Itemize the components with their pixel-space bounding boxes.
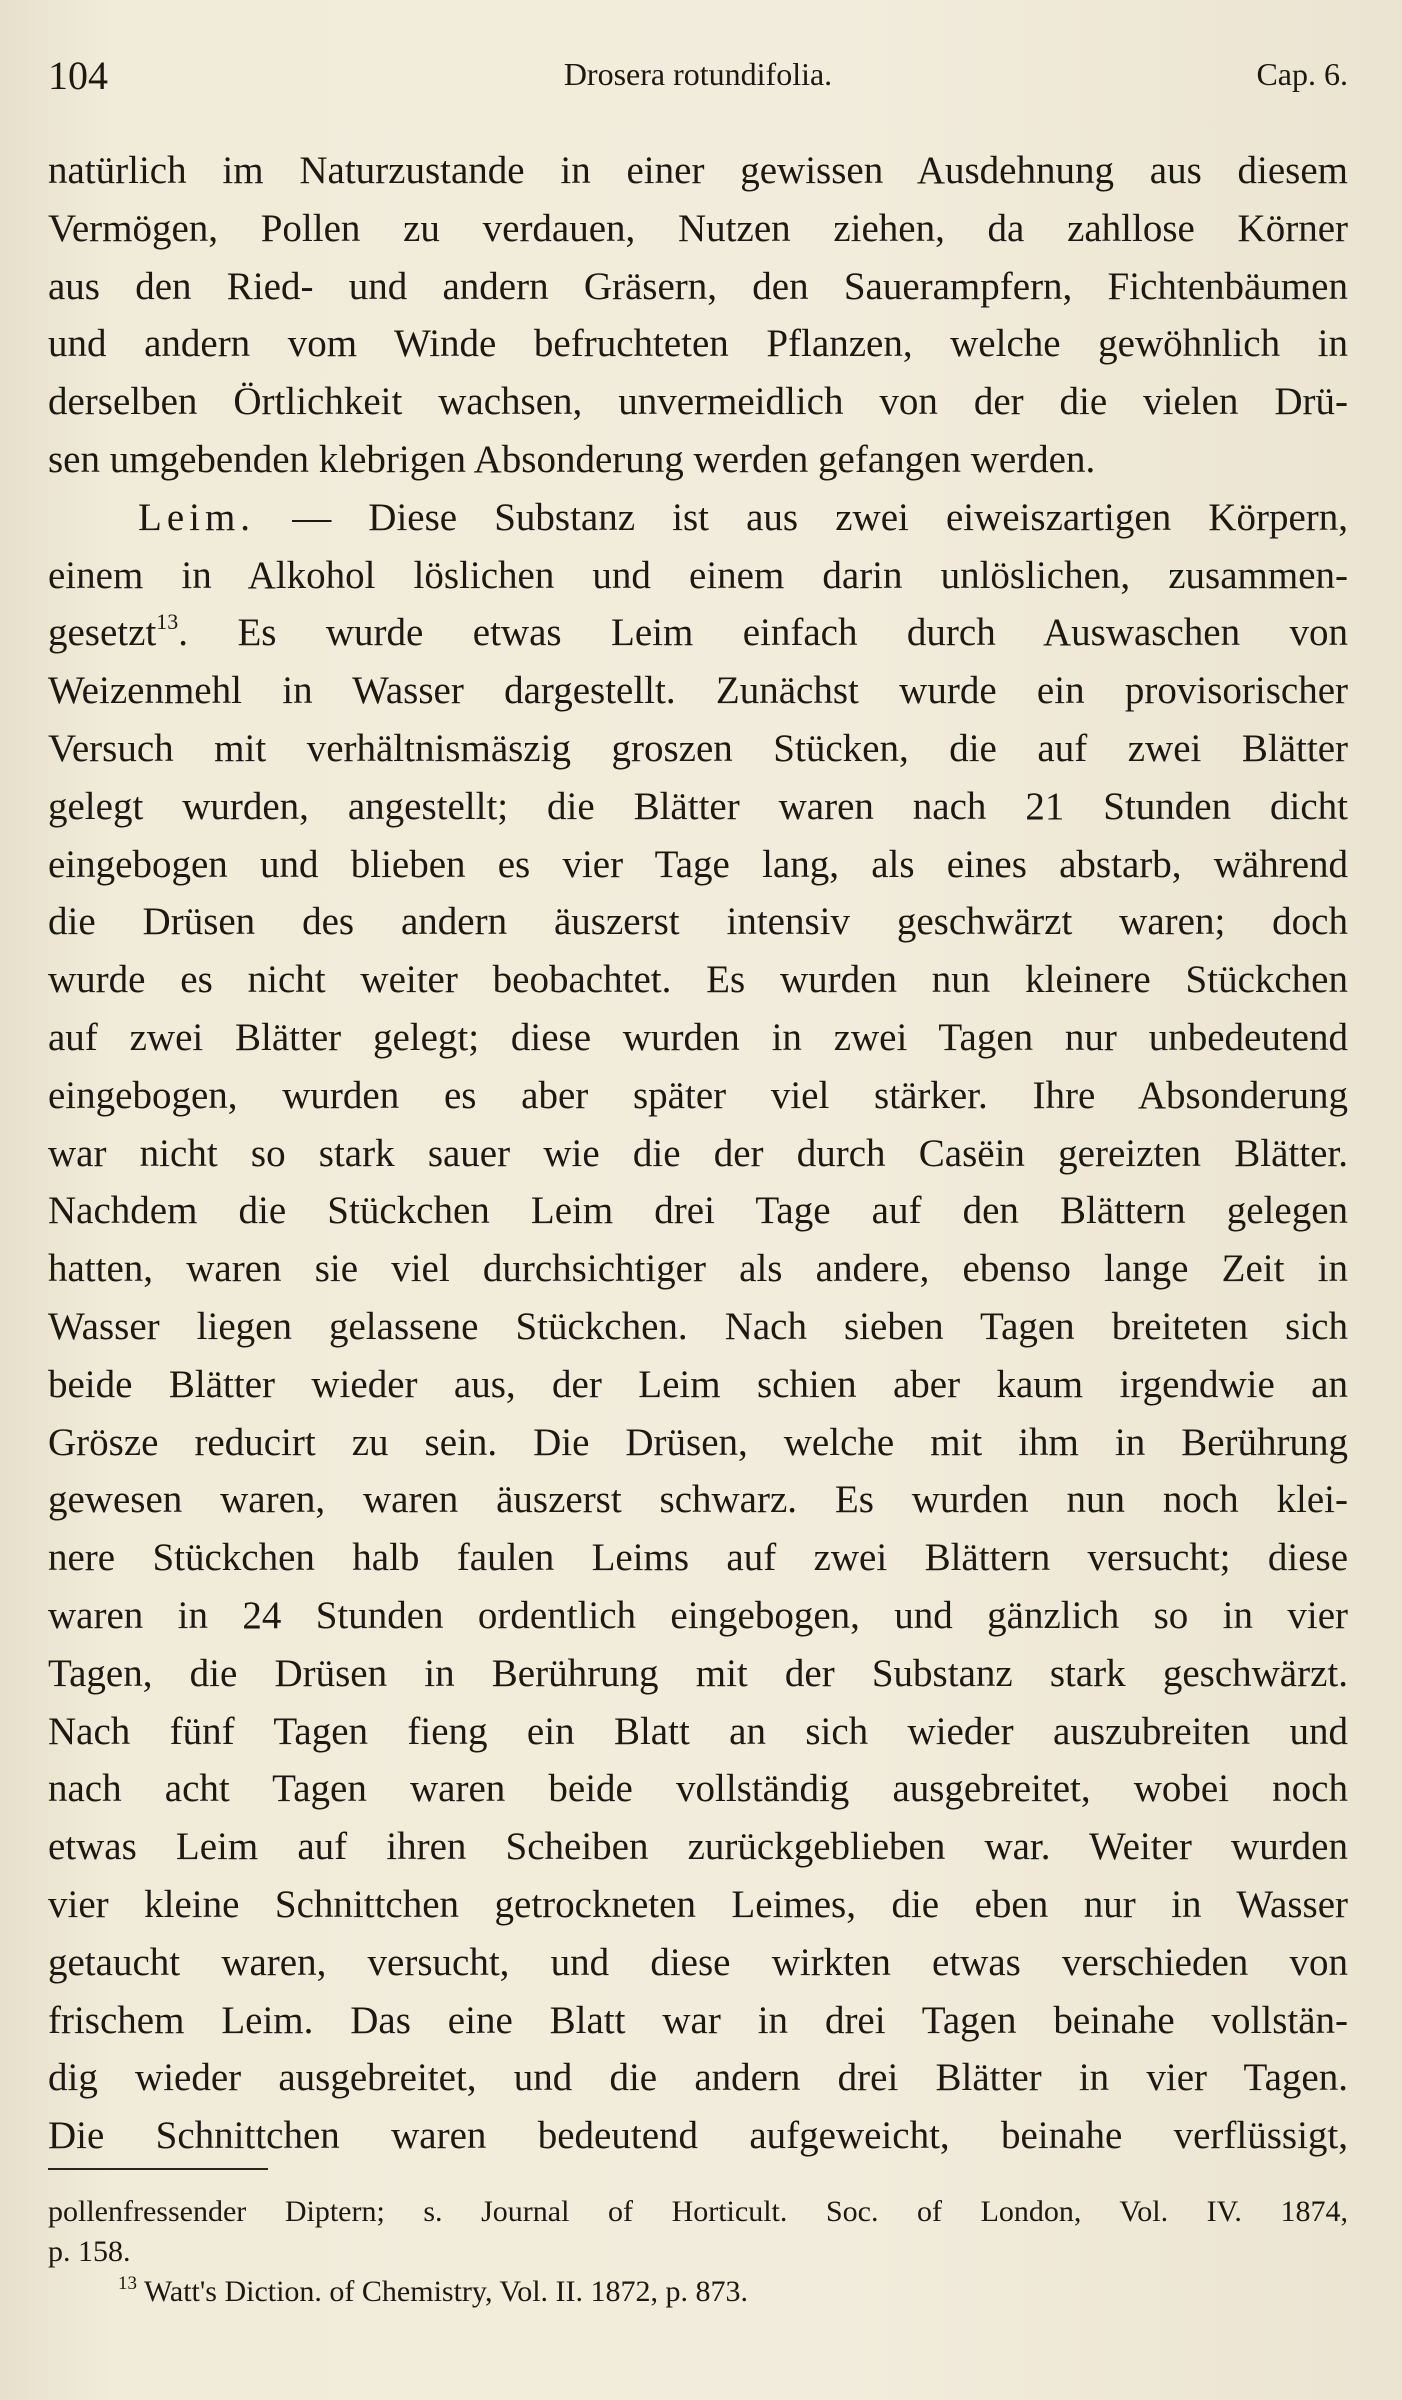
footnote-13-text: Watt's Diction. of Chemistry, Vol. II. 1872, p. 873. [143, 2275, 749, 2308]
text-line: auf zwei Blätter gelegt; diese wurden in zwei Tagen nur unbedeutend [48, 1015, 1348, 1059]
text-line: Vermögen, Pollen zu verdauen, Nutzen ziehen, da zahllose Körner [48, 206, 1348, 250]
text-line: derselben Örtlichkeit wachsen, unvermeidlich von der die vielen Drü- [48, 380, 1348, 424]
text-line: einem in Alkohol löslichen und einem darin unlöslichen, zusammen- [48, 553, 1348, 597]
footnote-12-line-2: p. 158. [48, 2235, 131, 2268]
text-line: wurde es nicht weiter beobachtet. Es wurden nun kleinere Stückchen [48, 958, 1348, 1002]
text-line-inline: — Diese Substanz ist aus zwei eiweiszartigen Körpern, [292, 495, 1348, 539]
text-line: nere Stückchen halb faulen Leims auf zwei Blättern versucht; diese [48, 1536, 1348, 1580]
text-line: eingebogen und blieben es vier Tage lang, als eines abstarb, während [48, 842, 1348, 886]
text-line: Versuch mit verhältnismäszig groszen Stücken, die auf zwei Blätter [48, 726, 1348, 770]
text-line: eingebogen, wurden es aber später viel stärker. Ihre Absonderung [48, 1073, 1348, 1117]
page-header [48, 52, 1348, 102]
footnote-separator [48, 2168, 268, 2170]
footnote-ref-13: 13 [156, 609, 179, 635]
text-line: sen umgebenden klebrigen Absonderung werden gefangen werden. [48, 437, 1096, 481]
paragraph-start-leim [48, 489, 1348, 547]
text-line: und andern vom Winde befruchteten Pflanzen, welche gewöhnlich in [48, 322, 1348, 366]
text-line: beide Blätter wieder aus, der Leim schien aber kaum irgendwie an [48, 1362, 1348, 1406]
text-line: Die Schnittchen waren bedeutend aufgeweicht, beinahe verflüssigt, [48, 2114, 1348, 2158]
period: . [178, 611, 189, 655]
text-line: Nachdem die Stückchen Leim drei Tage auf den Blättern gelegen [48, 1189, 1348, 1233]
text-line: frischem Leim. Das eine Blatt war in drei Tagen beinahe vollstän- [48, 1998, 1348, 2042]
text-line: Grösze reducirt zu sein. Die Drüsen, welche mit ihm in Berührung [48, 1420, 1348, 1464]
text-line: waren in 24 Stunden ordentlich eingebogen, und gänzlich so in vier [48, 1593, 1348, 1637]
text-line: dig wieder ausgebreitet, und die andern drei Blätter in vier Tagen. [48, 2056, 1348, 2100]
chapter-label: Cap. 6. [1256, 56, 1348, 92]
text-line: Nach fünf Tagen fieng ein Blatt an sich wieder auszubreiten und [48, 1709, 1348, 1753]
word-gesetzt: gesetzt [48, 611, 157, 655]
text-line: etwas Leim auf ihren Scheiben zurückgeblieben war. Weiter wurden [48, 1825, 1348, 1869]
text-line: Wasser liegen gelassene Stückchen. Nach sieben Tagen breiteten sich [48, 1304, 1348, 1348]
text-line: hatten, waren sie viel durchsichtiger als andere, ebenso lange Zeit in [48, 1247, 1348, 1291]
text-line: Weizenmehl in Wasser dargestellt. Zunächst wurde ein provisorischer [48, 669, 1348, 713]
text-line-inline: Es wurde etwas Leim einfach durch Auswaschen von [237, 611, 1348, 655]
text-line: gewesen waren, waren äuszerst schwarz. Es wurden nun noch klei- [48, 1478, 1348, 1522]
text-line: vier kleine Schnittchen getrockneten Leimes, die eben nur in Wasser [48, 1882, 1348, 1926]
text-line: nach acht Tagen waren beide vollständig ausgebreitet, wobei noch [48, 1767, 1348, 1811]
paragraph-heading-leim: Leim. [138, 495, 256, 539]
text-line: die Drüsen des andern äuszerst intensiv geschwärzt waren; doch [48, 900, 1348, 944]
text-line: war nicht so stark sauer wie die der durch Casëin gereizten Blätter. [48, 1131, 1348, 1175]
text-line: aus den Ried- und andern Gräsern, den Sauerampfern, Fichtenbäumen [48, 264, 1348, 308]
footnote-13 [48, 2272, 1348, 2312]
running-title: Drosera rotundifolia. [563, 56, 833, 92]
text-line: natürlich im Naturzustande in einer gewissen Ausdehnung aus diesem [48, 149, 1348, 192]
text-line-with-footnote [48, 604, 1348, 662]
body-text [48, 142, 1348, 2165]
footnotes [48, 2192, 1348, 2312]
text-line: gelegt wurden, angestellt; die Blätter waren nach 21 Stunden dicht [48, 784, 1348, 828]
text-line: Tagen, die Drüsen in Berührung mit der Substanz stark geschwärzt. [48, 1651, 1348, 1695]
footnote-13-number: 13 [118, 2273, 137, 2294]
page-number: 104 [48, 53, 108, 98]
text-line: getaucht waren, versucht, und diese wirkten etwas verschieden von [48, 1940, 1348, 1984]
footnote-12-line-1: pollenfressender Diptern; s. Journal of Horticult. Soc. of London, Vol. IV. 1874, [48, 2195, 1348, 2228]
